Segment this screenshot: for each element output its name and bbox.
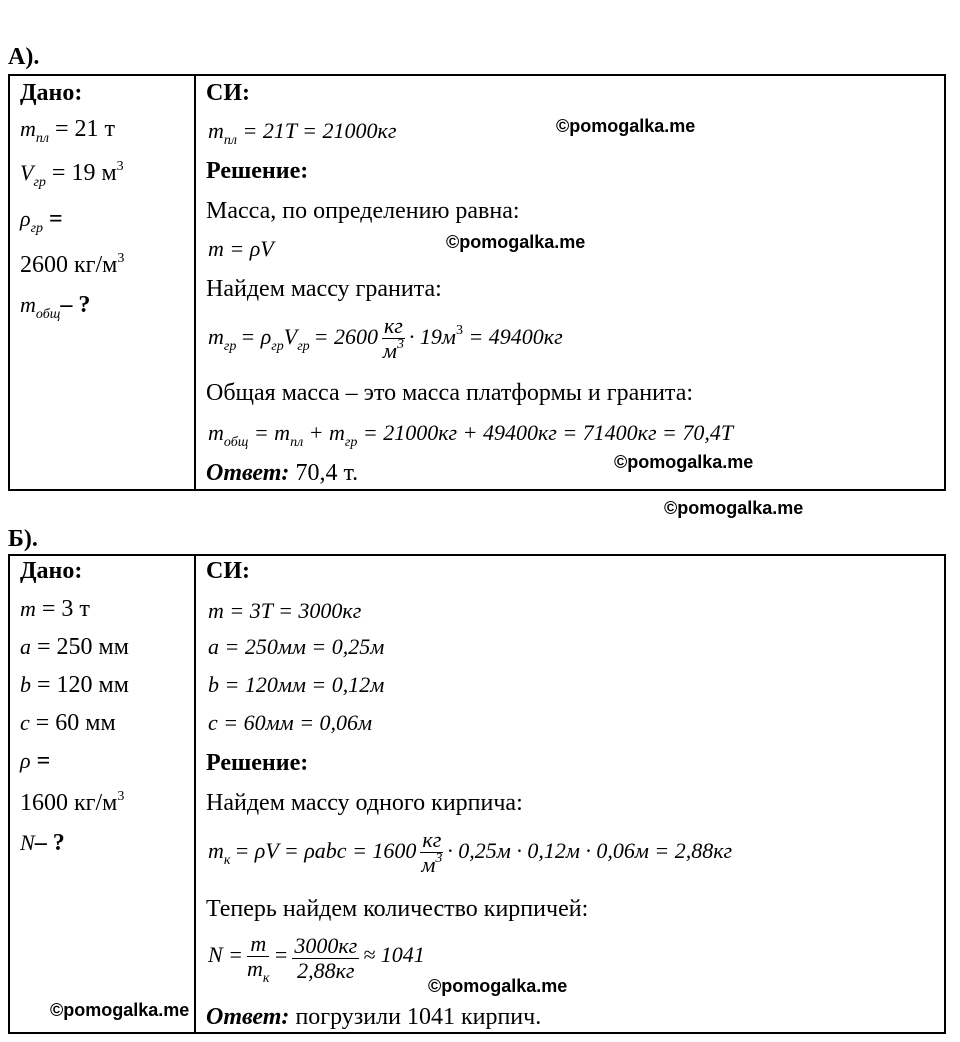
formula-part: · 0,25м · 0,12м · 0,06м = 2,88кг bbox=[447, 838, 733, 864]
given-b-line-4 bbox=[20, 710, 116, 737]
section-b-label: Б). bbox=[8, 526, 38, 552]
text-a-2: Найдем массу гранита: bbox=[206, 276, 442, 302]
watermark: ©pomogalka.me bbox=[446, 232, 586, 252]
si-title-a: СИ: bbox=[206, 80, 250, 106]
given-title-a: Дано: bbox=[20, 80, 83, 106]
given-a-line-3 bbox=[20, 206, 63, 236]
si-b-line-3: b = 120мм = 0,12м bbox=[208, 672, 385, 697]
text-a-3: Общая масса – это масса платформы и гранита: bbox=[206, 380, 694, 406]
given-b-line-6 bbox=[20, 790, 124, 817]
symbol: b bbox=[20, 672, 31, 697]
fraction: $\frac{m}{m_к}$ bbox=[247, 931, 270, 986]
superscript: 3 bbox=[117, 789, 125, 804]
answer-label: Ответ: bbox=[206, 1004, 290, 1030]
given-a-line-5 bbox=[20, 292, 91, 322]
answer-a bbox=[206, 460, 358, 487]
given-a-line-2 bbox=[20, 159, 124, 190]
symbol: m bbox=[208, 118, 224, 143]
value: = 19 м bbox=[45, 160, 117, 186]
formula-part: ≈ 1041 bbox=[363, 942, 425, 968]
superscript: 3 bbox=[116, 159, 124, 174]
formula-b-1: mк = ρV = ρabc = 1600 $\frac{кг}{м^3}$ · 0,25м · 0,12м · 0,06м = 2,88кг bbox=[208, 828, 732, 881]
answer-text: 70,4 т. bbox=[289, 460, 359, 486]
formula-part: = 49400кг bbox=[462, 324, 563, 350]
answer-b bbox=[206, 1004, 541, 1031]
answer-label: Ответ: bbox=[206, 460, 290, 486]
given-b-line-2 bbox=[20, 634, 129, 661]
value: – ? bbox=[34, 830, 65, 856]
symbol: c bbox=[20, 710, 30, 735]
formula: = 21T = 21000кг bbox=[237, 118, 397, 143]
watermark: ©pomogalka.me bbox=[428, 976, 568, 996]
section-a-label: А). bbox=[8, 44, 40, 70]
si-a-line-1 bbox=[208, 118, 397, 148]
watermark: ©pomogalka.me bbox=[556, 116, 696, 136]
symbol: ρ bbox=[20, 206, 31, 231]
symbol: m bbox=[20, 596, 36, 621]
formula-a-3: mобщ = mпл + mгр = 21000кг + 49400кг = 71400кг = 70,4T bbox=[208, 420, 734, 450]
symbol: a bbox=[20, 634, 31, 659]
subscript: пл bbox=[35, 131, 49, 146]
given-b-line-1 bbox=[20, 596, 90, 623]
value: = 120 мм bbox=[31, 672, 129, 698]
given-b-line-3 bbox=[20, 672, 129, 699]
fraction: $\frac{3000кг}{2,88кг}$ bbox=[294, 933, 358, 983]
formula-a-1: m = ρV bbox=[208, 236, 274, 261]
given-b-line-7 bbox=[20, 830, 65, 857]
text-b-1: Найдем массу одного кирпича: bbox=[206, 790, 523, 816]
answer-text: погрузили 1041 кирпич. bbox=[289, 1004, 542, 1030]
subscript: общ bbox=[35, 307, 61, 322]
solution-title-b: Решение: bbox=[206, 750, 309, 776]
symbol: V bbox=[20, 160, 34, 185]
solution-title-a: Решение: bbox=[206, 158, 309, 184]
si-title-b: СИ: bbox=[206, 558, 250, 584]
fraction: $\frac{кг}{м^3}$ bbox=[421, 827, 443, 877]
symbol: N bbox=[20, 830, 35, 855]
text-b-2: Теперь найдем количество кирпичей: bbox=[206, 896, 589, 922]
value: – ? bbox=[60, 292, 91, 318]
symbol: m bbox=[20, 116, 36, 141]
value: 2600 кг/м bbox=[20, 252, 118, 278]
formula-part: N = bbox=[208, 942, 244, 968]
section-a-divider bbox=[194, 74, 196, 491]
given-b-line-5 bbox=[20, 748, 50, 775]
formula-part: = ρV = ρabc = 1600 bbox=[234, 838, 417, 864]
section-b-divider bbox=[194, 554, 196, 1034]
watermark: ©pomogalka.me bbox=[664, 498, 804, 518]
symbol: ρ bbox=[20, 748, 31, 773]
value: = bbox=[30, 748, 51, 774]
si-b-line-2: a = 250мм = 0,25м bbox=[208, 634, 385, 659]
value: = 60 мм bbox=[29, 710, 116, 736]
value: = 250 мм bbox=[31, 634, 129, 660]
value: = 3 т bbox=[35, 596, 90, 622]
watermark: ©pomogalka.me bbox=[614, 452, 754, 472]
formula-a-2: mгр = ρгрVгр = 2600 $\frac{кг}{м^3}$ · 19м3 = 49400кг bbox=[208, 314, 563, 367]
symbol: m bbox=[20, 292, 36, 317]
formula-part: = ρ bbox=[240, 324, 272, 350]
formula-part: = bbox=[273, 942, 289, 968]
formula-part: · 19м bbox=[408, 324, 456, 350]
text-a-1: Масса, по определению равна: bbox=[206, 198, 520, 224]
given-title-b: Дано: bbox=[20, 558, 83, 584]
value: 1600 кг/м bbox=[20, 790, 118, 816]
given-a-line-1 bbox=[20, 116, 116, 146]
value: = bbox=[43, 206, 63, 232]
subscript: пл bbox=[223, 133, 237, 148]
watermark: ©pomogalka.me bbox=[50, 1000, 190, 1020]
formula-part: = 21000кг + 49400кг = 71400кг = 70,4T bbox=[357, 420, 734, 445]
fraction: $\frac{кг}{м^3}$ bbox=[382, 313, 404, 363]
superscript: 3 bbox=[117, 251, 125, 266]
formula-part: = 2600 bbox=[313, 324, 379, 350]
subscript: гр bbox=[33, 175, 46, 190]
si-b-line-4: c = 60мм = 0,06м bbox=[208, 710, 373, 735]
subscript: гр bbox=[30, 221, 44, 236]
given-a-line-4 bbox=[20, 252, 124, 279]
si-b-line-1: m = 3T = 3000кг bbox=[208, 598, 362, 623]
value: = 21 т bbox=[49, 116, 116, 142]
formula-b-2 bbox=[208, 932, 425, 985]
